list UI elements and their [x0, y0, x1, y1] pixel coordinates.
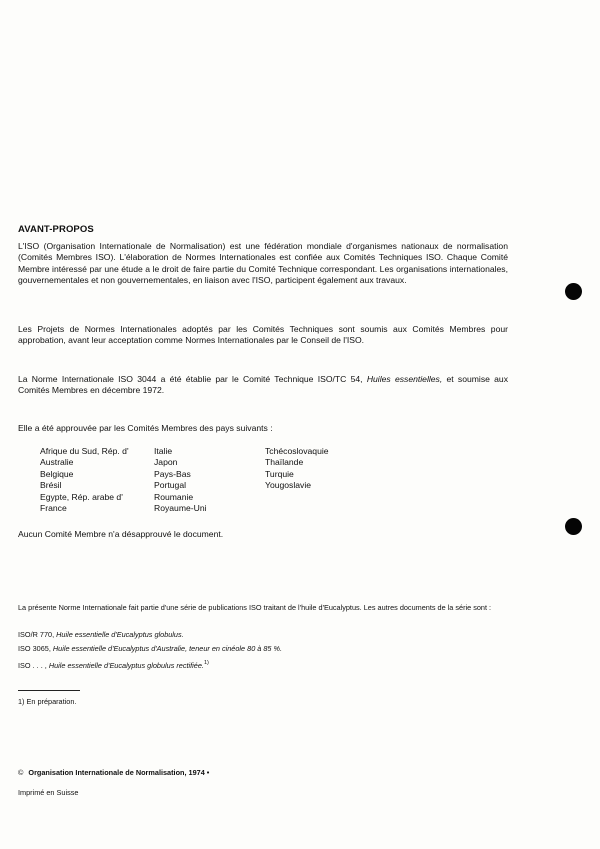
approval-intro: Elle a été approuvée par les Comités Membres des pays suivants : — [18, 423, 273, 433]
country-item: Turquie — [265, 468, 294, 479]
country-item: Australie — [40, 457, 74, 468]
series-item — [18, 644, 558, 655]
series-ref: ISO 3065, — [18, 644, 53, 653]
country-item: Tchécoslovaquie — [265, 446, 329, 456]
footnote-marker: 1) — [203, 660, 209, 666]
series-ref: ISO/R 770, — [18, 630, 57, 639]
paragraph-draft-standards: Les Projets de Normes Internationales adoptés par les Comités Techniques sont soumis aux Comités Membres pour approbation, avant leur acceptation comme Normes Internationales par le Conseil de l'ISO. — [18, 324, 508, 346]
country-item: France — [40, 502, 67, 513]
country-item: Belgique — [40, 468, 74, 479]
paragraph-iso-intro: L'ISO (Organisation Internationale de Normalisation) est une fédération mondiale d'organismes nationaux de normalisation (Comités Membres ISO). L'élaboration de Normes Internationales est confiée aux Comités Techniques ISO. Chaque Comité Membre intéressé par une étude a le droit de faire partie du Comité Technique correspondant. Les organisations internationales, gouvernementales et non gouvernementales, en liaison avec l'ISO, participent également aux travaux. — [18, 241, 508, 286]
footnote-divider — [18, 690, 80, 691]
series-item — [18, 658, 558, 672]
country-column-2 — [154, 446, 207, 514]
punch-hole — [565, 283, 582, 300]
punch-hole — [565, 518, 582, 535]
series-title: Huile essentielle d'Eucalyptus d'Australie, teneur en cinéole 80 à 85 %. — [52, 644, 283, 653]
country-item: Royaume-Uni — [154, 502, 207, 513]
standard-text-after: et soumise aux Comités Membres en décembre 1972. — [18, 374, 508, 396]
series-title: Huile essentielle d'Eucalyptus globulus. — [56, 630, 184, 639]
country-item: Egypte, Rép. arabe d' — [40, 491, 123, 502]
country-item: Brésil — [40, 480, 62, 491]
disapproval-statement: Aucun Comité Membre n'a désapprouvé le document. — [18, 529, 224, 539]
paragraph-standard-origin — [18, 374, 508, 397]
country-item: Thaïlande — [265, 457, 304, 468]
copyright-line — [18, 768, 209, 777]
country-item: Afrique du Sud, Rép. d' — [40, 446, 129, 456]
copyright-text: Organisation Internationale de Normalisation, 1974 • — [28, 768, 210, 777]
standard-text-before: La Norme Internationale ISO 3044 a été établie par le Comité Technique ISO/TC 54, — [18, 374, 367, 384]
series-ref: ISO . . . , — [18, 661, 49, 670]
country-column-3 — [265, 446, 329, 492]
series-item — [18, 630, 558, 641]
country-column-1 — [40, 446, 129, 514]
country-item: Italie — [154, 446, 173, 456]
footnote: 1) En préparation. — [18, 697, 77, 706]
series-intro: La présente Norme Internationale fait partie d'une série de publications ISO traitant de l'huile d'Eucalyptus. Les autres documents de la série sont : — [18, 603, 492, 612]
country-item: Pays-Bas — [154, 468, 191, 479]
page-heading: AVANT-PROPOS — [18, 224, 94, 235]
series-title: Huile essentielle d'Eucalyptus globulus rectifiée. — [48, 661, 204, 670]
country-item: Portugal — [154, 480, 187, 491]
country-item: Roumanie — [154, 491, 194, 502]
country-item: Yougoslavie — [265, 480, 312, 491]
standard-text-italic: Huiles essentielles, — [366, 374, 443, 384]
copyright-symbol: © — [18, 768, 24, 777]
country-item: Japon — [154, 457, 178, 468]
printed-in: Imprimé en Suisse — [18, 788, 79, 797]
